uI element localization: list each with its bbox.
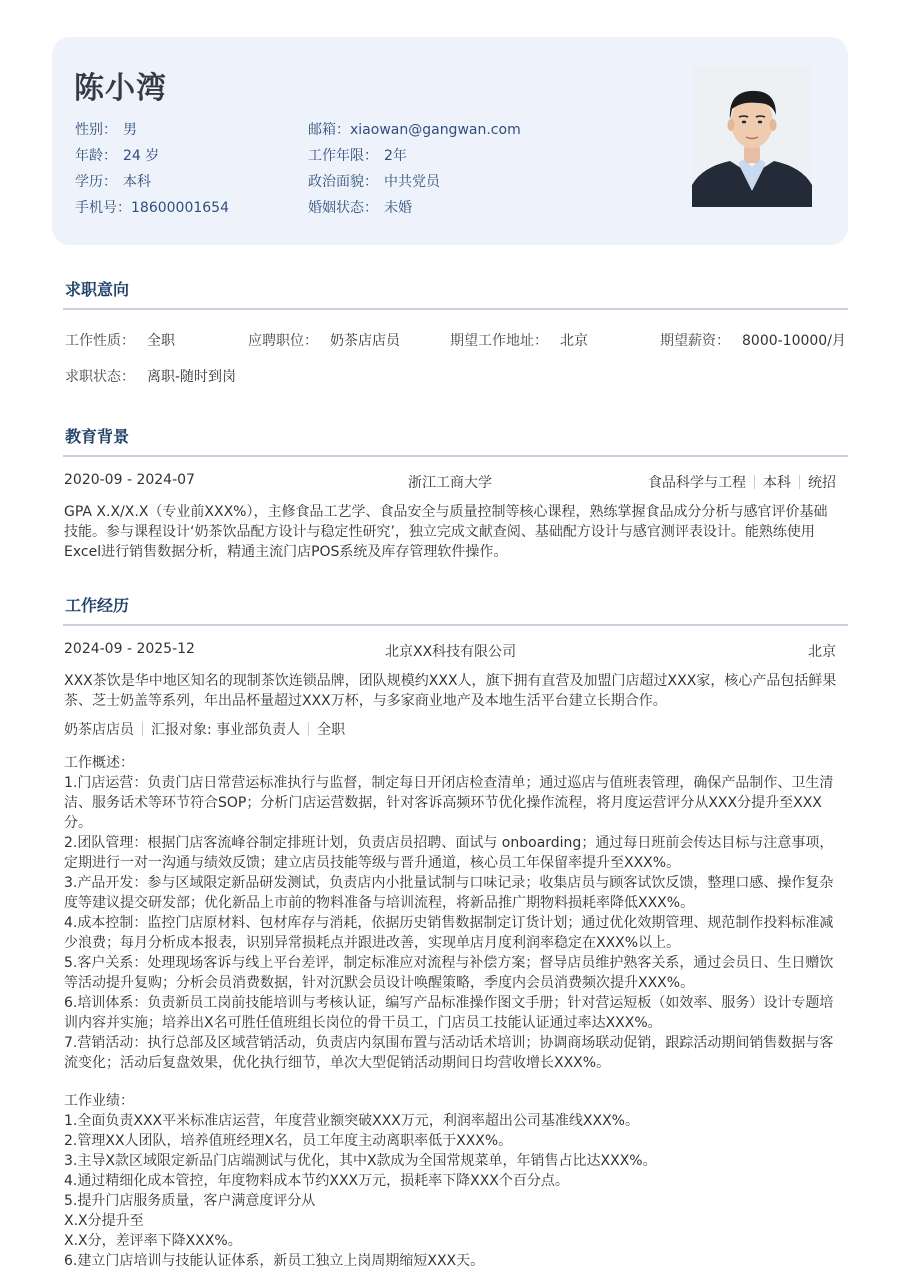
text-line: 4.成本控制：监控门店原材料、包材库存与消耗，依据历史销售数据制定订货计划；通过优化效期管理、规范制作投料标准减 [64,915,834,931]
role: 奶茶店店员 [64,722,134,738]
text-line: X.X分提升至 [64,1213,144,1229]
age-row [75,145,159,165]
major: 食品科学与工程 [648,475,746,491]
text-line: 等活动提升复购；分析会员消费数据，针对沉默会员设计唤醒策略，季度内会员消费频次提升XXX%。 [64,975,695,991]
tag-divider [799,475,800,489]
phone-value: 18600001654 [131,200,229,216]
text-line: 3.产品开发：参与区域限定新品研发测试，负责店内小批量试制与口味记录；收集店员与顾客试饮反馈，整理口感、操作复杂 [64,875,834,891]
work-years-row [308,145,407,165]
work-overview [64,753,836,1073]
text-line: 1.全面负责XXX平米标准店运营，年度营业额突破XXX万元，利润率超出公司基准线XXX%。 [64,1113,639,1129]
education-row [75,171,151,191]
section-title-education: 教育背景 [65,427,130,446]
candidate-name: 陈小湾 [74,71,167,106]
text-line: 5.提升门店服务质量，客户满意度评分从 [64,1193,316,1209]
text-line: 3.主导X款区域限定新品门店端测试与优化，其中X款成为全国常规菜单，年销售占比达XXX%。 [64,1153,657,1169]
phone-label: 手机号： [75,200,131,216]
marital-value: 未婚 [384,200,412,216]
education-period: 2020-09 - 2024-07 [64,472,195,488]
text-line: 茶、芝士奶盖等系列，年出品杯量超过XXX万杯，与多家商业地产及本地生活平台建立长期合作。 [64,693,667,709]
school-name: 浙江工商大学 [408,475,492,491]
profile-header-card [52,37,848,245]
company-name: 北京XX科技有限公司 [385,644,517,660]
text-line: 定期进行一对一沟通与绩效反馈；建立店员技能等级与晋升通道，核心员工年保留率提升至XXX%。 [64,855,681,871]
education-description [64,502,836,562]
work-period: 2024-09 - 2025-12 [64,641,195,657]
status-label: 求职状态： [65,369,135,385]
work-city: 北京 [808,644,836,660]
profile-photo [692,67,812,207]
marital-label: 婚姻状态： [308,200,378,216]
text-line: 工作概述： [64,755,134,771]
job-type-field [65,330,175,350]
text-line: 5.客户关系：处理现场客诉与线上平台差评，制定标准应对流程与补偿方案；督导店员维护熟客关系，通过会员日、生日赠饮 [64,955,834,971]
email-row [308,119,521,139]
text-line: 分。 [64,815,92,831]
report-to: 汇报对象: 事业部负责人 [151,722,301,738]
work-years-value: 2年 [384,148,407,164]
political-label: 政治面貌： [308,174,378,190]
role-tags [64,719,345,739]
marital-row [308,197,412,217]
text-line: XXX茶饮是华中地区知名的现制茶饮连锁品牌，团队规模约XXX人，旗下拥有直营及加盟门店超过XXX家，核心产品包括鲜果 [64,673,837,689]
salary-field [660,330,846,350]
tag-divider [754,475,755,489]
text-line: 工作业绩： [64,1093,134,1109]
position-field [248,330,400,350]
political-row [308,171,440,191]
text-line: 训内容并实施；培养出X名可胜任值班组长岗位的骨干员工，门店员工技能认证通过率达XXX%。 [64,1015,662,1031]
age-value: 24 岁 [123,148,160,164]
text-line: 洁、服务话术等环节符合SOP；分析门店运营数据，针对客诉高频环节优化操作流程，将月度运营评分从XXX分提升至XXX [64,795,822,811]
age-label: 年龄： [75,148,117,164]
gender-value: 男 [123,122,137,138]
section-divider [63,455,848,457]
text-line: 度等建议提交研发部；优化新品上市前的物料准备与培训流程，将新品推广期物料损耗率降低XXX%。 [64,895,695,911]
text-line: 少浪费；每月分析成本报表，识别异常损耗点并跟进改善，实现单店月度利润率稳定在XXX%以上。 [64,935,681,951]
section-title-intent: 求职意向 [65,280,130,299]
location-field [450,330,588,350]
text-line: 2.管理XX人团队，培养值班经理X名，员工年度主动离职率低于XXX%。 [64,1133,513,1149]
enrollment-type: 统招 [808,475,836,491]
location-label: 期望工作地址： [450,333,548,349]
phone-row [75,197,229,217]
work-years-label: 工作年限： [308,148,378,164]
gender-row [75,119,137,139]
salary-label: 期望薪资： [660,333,730,349]
employment-type: 全职 [317,722,346,738]
text-line: 6.培训体系：负责新员工岗前技能培训与考核认证，编写产品标准操作图文手册；针对营运短板（如效率、服务）设计专题培 [64,995,834,1011]
position-label: 应聘职位： [248,333,318,349]
tag-divider [308,722,309,736]
text-line: 7.营销活动：执行总部及区域营销活动，负责店内氛围布置与活动话术培训；协调商场联动促销，跟踪活动期间销售数据与客 [64,1035,834,1051]
email-value[interactable]: xiaowan@gangwan.com [350,122,521,138]
text-line: 技能。参与课程设计‘奶茶饮品配方设计与稳定性研究’，独立完成文献查阅、基础配方设计与感官测评表设计。能熟练使用 [64,524,815,540]
status-value: 离职-随时到岗 [147,369,237,385]
text-line: Excel进行销售数据分析，精通主流门店POS系统及库存管理软件操作。 [64,544,508,560]
education-label: 学历： [75,174,117,190]
text-line: 2.团队管理：根据门店客流峰谷制定排班计划，负责店员招聘、面试与 onboarding；通过每日班前会传达目标与注意事项， [64,835,834,851]
text-line: GPA X.X/X.X（专业前XXX%），主修食品工艺学、食品安全与质量控制等核心课程，熟练掌握食品成分分析与感官评价基础 [64,504,828,520]
text-line: 4.通过精细化成本管控，年度物料成本节约XXX万元，损耗率下降XXX个百分点。 [64,1173,569,1189]
text-line: X.X分，差评率下降XXX%。 [64,1233,242,1249]
job-type-label: 工作性质： [65,333,135,349]
status-field [65,366,236,386]
degree: 本科 [763,475,791,491]
text-line: 6.建立门店培训与技能认证体系，新员工独立上岗周期缩短XXX天。 [64,1253,485,1269]
tag-divider [142,722,143,736]
education-tags [648,472,836,492]
text-line: 1.门店运营：负责门店日常营运标准执行与监督，制定每日开闭店检查清单；通过巡店与值班表管理，确保产品制作、卫生清 [64,775,834,791]
company-intro [64,671,836,711]
section-divider [63,308,848,310]
section-title-work: 工作经历 [65,596,130,615]
email-label: 邮箱： [308,122,350,138]
section-divider [63,624,848,626]
work-achievements [64,1091,836,1271]
text-line: 流变化；活动后复盘效果，优化执行细节，单次大型促销活动期间日均营收增长XXX%。 [64,1055,611,1071]
position-value: 奶茶店店员 [330,333,400,349]
political-value: 中共党员 [384,174,440,190]
job-type-value: 全职 [147,333,175,349]
location-value: 北京 [560,333,588,349]
education-value: 本科 [123,174,151,190]
gender-label: 性别： [75,122,117,138]
salary-value: 8000-10000/月 [742,333,846,349]
portrait-icon [692,67,812,207]
